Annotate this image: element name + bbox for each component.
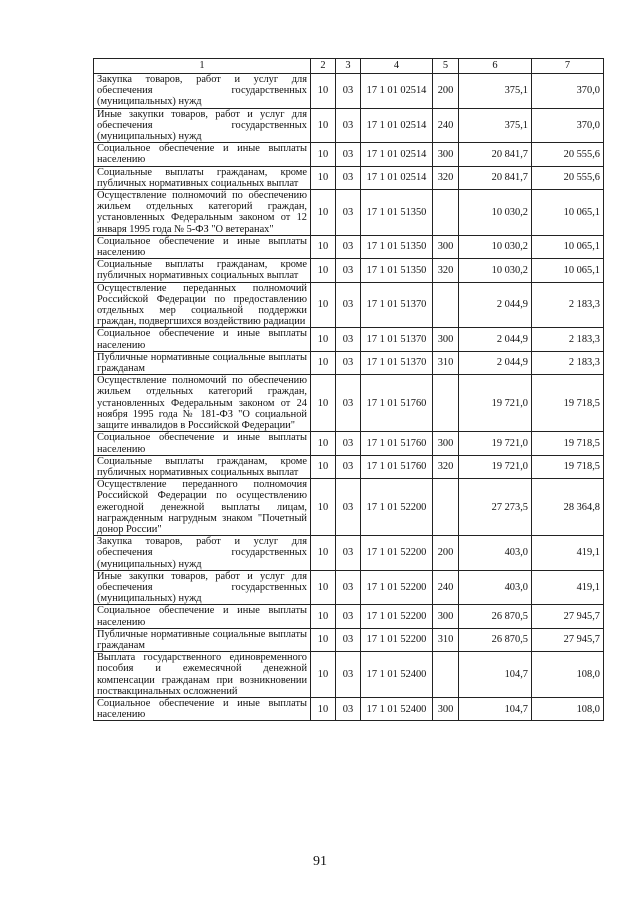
row-name-cell: Социальное обеспечение и иные выплаты населению	[94, 605, 311, 628]
target-article-cell: 17 1 01 51370	[361, 282, 433, 328]
expense-type-cell: 300	[433, 328, 459, 351]
row-name-cell: Осуществление переданного полномочия Российской Федерации по осуществлению ежегодной денежной выплаты лицам, награжденным нагрудным знаком "Почетный донор России"	[94, 479, 311, 536]
amount-year2-cell: 10 065,1	[532, 190, 604, 236]
subsection-code-cell: 03	[336, 259, 361, 282]
column-header: 2	[311, 59, 336, 74]
target-article-cell: 17 1 01 52200	[361, 536, 433, 571]
subsection-code-cell: 03	[336, 108, 361, 143]
table-row	[94, 536, 604, 571]
target-article-cell: 17 1 01 51350	[361, 259, 433, 282]
amount-year1-cell: 26 870,5	[459, 628, 532, 651]
expense-type-cell: 200	[433, 536, 459, 571]
subsection-code-cell: 03	[336, 235, 361, 258]
amount-year2-cell: 28 364,8	[532, 479, 604, 536]
expense-type-cell	[433, 375, 459, 432]
target-article-cell: 17 1 01 51760	[361, 375, 433, 432]
amount-year1-cell: 27 273,5	[459, 479, 532, 536]
expense-type-cell: 240	[433, 108, 459, 143]
subsection-code-cell: 03	[336, 605, 361, 628]
amount-year1-cell: 20 841,7	[459, 166, 532, 189]
section-code-cell: 10	[311, 74, 336, 109]
table-row	[94, 652, 604, 698]
row-name-cell: Публичные нормативные социальные выплаты гражданам	[94, 628, 311, 651]
amount-year2-cell: 19 718,5	[532, 375, 604, 432]
amount-year1-cell: 403,0	[459, 570, 532, 605]
expense-type-cell	[433, 190, 459, 236]
amount-year2-cell: 19 718,5	[532, 432, 604, 455]
column-header: 4	[361, 59, 433, 74]
subsection-code-cell: 03	[336, 697, 361, 720]
amount-year1-cell: 104,7	[459, 652, 532, 698]
target-article-cell: 17 1 01 52200	[361, 570, 433, 605]
table-row	[94, 108, 604, 143]
subsection-code-cell: 03	[336, 455, 361, 478]
row-name-cell: Закупка товаров, работ и услуг для обеспечения государственных (муниципальных) нужд	[94, 536, 311, 571]
target-article-cell: 17 1 01 02514	[361, 108, 433, 143]
expense-type-cell	[433, 479, 459, 536]
section-code-cell: 10	[311, 190, 336, 236]
table-row	[94, 328, 604, 351]
target-article-cell: 17 1 01 51370	[361, 328, 433, 351]
table-row	[94, 628, 604, 651]
expense-type-cell	[433, 282, 459, 328]
expense-type-cell: 320	[433, 455, 459, 478]
target-article-cell: 17 1 01 51350	[361, 190, 433, 236]
column-header: 1	[94, 59, 311, 74]
subsection-code-cell: 03	[336, 570, 361, 605]
subsection-code-cell: 03	[336, 628, 361, 651]
amount-year2-cell: 20 555,6	[532, 166, 604, 189]
target-article-cell: 17 1 01 52400	[361, 697, 433, 720]
row-name-cell: Социальное обеспечение и иные выплаты населению	[94, 235, 311, 258]
row-name-cell: Осуществление полномочий по обеспечению жильем отдельных категорий граждан, установленных Федеральным законом от 24 ноября 1995 года № 181-ФЗ "О социальной защите инвалидов в Российской Федерации"	[94, 375, 311, 432]
row-name-cell: Социальные выплаты гражданам, кроме публичных нормативных социальных выплат	[94, 259, 311, 282]
expense-type-cell: 310	[433, 628, 459, 651]
amount-year1-cell: 26 870,5	[459, 605, 532, 628]
target-article-cell: 17 1 01 51760	[361, 432, 433, 455]
amount-year1-cell: 19 721,0	[459, 432, 532, 455]
row-name-cell: Социальное обеспечение и иные выплаты населению	[94, 328, 311, 351]
subsection-code-cell: 03	[336, 282, 361, 328]
amount-year2-cell: 10 065,1	[532, 235, 604, 258]
row-name-cell: Иные закупки товаров, работ и услуг для обеспечения государственных (муниципальных) нужд	[94, 570, 311, 605]
column-header: 5	[433, 59, 459, 74]
expense-type-cell: 300	[433, 432, 459, 455]
expense-type-cell: 320	[433, 259, 459, 282]
column-header: 6	[459, 59, 532, 74]
row-name-cell: Осуществление полномочий по обеспечению жильем отдельных категорий граждан, установленных Федеральным законом от 12 января 1995 года № 5-ФЗ "О ветеранах"	[94, 190, 311, 236]
subsection-code-cell: 03	[336, 190, 361, 236]
amount-year2-cell: 419,1	[532, 536, 604, 571]
section-code-cell: 10	[311, 259, 336, 282]
target-article-cell: 17 1 01 51370	[361, 351, 433, 374]
amount-year2-cell: 2 183,3	[532, 351, 604, 374]
section-code-cell: 10	[311, 282, 336, 328]
section-code-cell: 10	[311, 432, 336, 455]
expense-type-cell: 240	[433, 570, 459, 605]
row-name-cell: Социальные выплаты гражданам, кроме публичных нормативных социальных выплат	[94, 455, 311, 478]
subsection-code-cell: 03	[336, 166, 361, 189]
page-number: 91	[313, 854, 327, 869]
row-name-cell: Выплата государственного единовременного пособия и ежемесячной денежной компенсации гражданам при возникновении поствакцинальных осложнений	[94, 652, 311, 698]
amount-year1-cell: 375,1	[459, 74, 532, 109]
section-code-cell: 10	[311, 536, 336, 571]
table-row	[94, 605, 604, 628]
amount-year2-cell: 10 065,1	[532, 259, 604, 282]
row-name-cell: Социальное обеспечение и иные выплаты населению	[94, 432, 311, 455]
section-code-cell: 10	[311, 328, 336, 351]
table-row	[94, 479, 604, 536]
budget-table	[93, 58, 604, 721]
subsection-code-cell: 03	[336, 328, 361, 351]
amount-year2-cell: 419,1	[532, 570, 604, 605]
amount-year2-cell: 108,0	[532, 697, 604, 720]
section-code-cell: 10	[311, 697, 336, 720]
amount-year1-cell: 10 030,2	[459, 235, 532, 258]
amount-year2-cell: 370,0	[532, 74, 604, 109]
table-row	[94, 143, 604, 166]
expense-type-cell: 300	[433, 605, 459, 628]
section-code-cell: 10	[311, 143, 336, 166]
expense-type-cell: 300	[433, 235, 459, 258]
target-article-cell: 17 1 01 02514	[361, 143, 433, 166]
section-code-cell: 10	[311, 570, 336, 605]
subsection-code-cell: 03	[336, 74, 361, 109]
row-name-cell: Социальное обеспечение и иные выплаты населению	[94, 697, 311, 720]
target-article-cell: 17 1 01 52200	[361, 628, 433, 651]
row-name-cell: Социальное обеспечение и иные выплаты населению	[94, 143, 311, 166]
subsection-code-cell: 03	[336, 432, 361, 455]
expense-type-cell: 320	[433, 166, 459, 189]
amount-year2-cell: 20 555,6	[532, 143, 604, 166]
subsection-code-cell: 03	[336, 375, 361, 432]
table-row	[94, 570, 604, 605]
expense-type-cell: 300	[433, 143, 459, 166]
target-article-cell: 17 1 01 52200	[361, 479, 433, 536]
table-row	[94, 190, 604, 236]
table-row	[94, 432, 604, 455]
expense-type-cell: 310	[433, 351, 459, 374]
table-row	[94, 74, 604, 109]
amount-year1-cell: 2 044,9	[459, 328, 532, 351]
section-code-cell: 10	[311, 108, 336, 143]
amount-year1-cell: 2 044,9	[459, 282, 532, 328]
table-row	[94, 235, 604, 258]
table-row	[94, 351, 604, 374]
row-name-cell: Осуществление переданных полномочий Российской Федерации по предоставлению отдельных мер социальной поддержки граждан, подвергшихся воздействию радиации	[94, 282, 311, 328]
section-code-cell: 10	[311, 166, 336, 189]
subsection-code-cell: 03	[336, 479, 361, 536]
amount-year1-cell: 19 721,0	[459, 375, 532, 432]
amount-year2-cell: 27 945,7	[532, 628, 604, 651]
amount-year1-cell: 10 030,2	[459, 190, 532, 236]
table-header-row	[94, 59, 604, 74]
amount-year2-cell: 370,0	[532, 108, 604, 143]
table-row	[94, 282, 604, 328]
amount-year2-cell: 2 183,3	[532, 328, 604, 351]
amount-year1-cell: 375,1	[459, 108, 532, 143]
table-row	[94, 166, 604, 189]
section-code-cell: 10	[311, 628, 336, 651]
target-article-cell: 17 1 01 51760	[361, 455, 433, 478]
section-code-cell: 10	[311, 235, 336, 258]
section-code-cell: 10	[311, 351, 336, 374]
expense-type-cell: 300	[433, 697, 459, 720]
expense-type-cell	[433, 652, 459, 698]
target-article-cell: 17 1 01 52400	[361, 652, 433, 698]
subsection-code-cell: 03	[336, 351, 361, 374]
target-article-cell: 17 1 01 02514	[361, 74, 433, 109]
target-article-cell: 17 1 01 51350	[361, 235, 433, 258]
amount-year1-cell: 10 030,2	[459, 259, 532, 282]
section-code-cell: 10	[311, 652, 336, 698]
amount-year2-cell: 19 718,5	[532, 455, 604, 478]
section-code-cell: 10	[311, 455, 336, 478]
subsection-code-cell: 03	[336, 536, 361, 571]
table-row	[94, 455, 604, 478]
row-name-cell: Иные закупки товаров, работ и услуг для обеспечения государственных (муниципальных) нужд	[94, 108, 311, 143]
expense-type-cell: 200	[433, 74, 459, 109]
amount-year1-cell: 19 721,0	[459, 455, 532, 478]
row-name-cell: Публичные нормативные социальные выплаты гражданам	[94, 351, 311, 374]
subsection-code-cell: 03	[336, 652, 361, 698]
section-code-cell: 10	[311, 479, 336, 536]
table-row	[94, 697, 604, 720]
table-row	[94, 259, 604, 282]
column-header: 7	[532, 59, 604, 74]
section-code-cell: 10	[311, 605, 336, 628]
target-article-cell: 17 1 01 02514	[361, 166, 433, 189]
amount-year1-cell: 403,0	[459, 536, 532, 571]
row-name-cell: Социальные выплаты гражданам, кроме публичных нормативных социальных выплат	[94, 166, 311, 189]
section-code-cell: 10	[311, 375, 336, 432]
target-article-cell: 17 1 01 52200	[361, 605, 433, 628]
row-name-cell: Закупка товаров, работ и услуг для обеспечения государственных (муниципальных) нужд	[94, 74, 311, 109]
amount-year2-cell: 2 183,3	[532, 282, 604, 328]
amount-year2-cell: 27 945,7	[532, 605, 604, 628]
amount-year1-cell: 2 044,9	[459, 351, 532, 374]
amount-year1-cell: 104,7	[459, 697, 532, 720]
subsection-code-cell: 03	[336, 143, 361, 166]
column-header: 3	[336, 59, 361, 74]
amount-year1-cell: 20 841,7	[459, 143, 532, 166]
table-row	[94, 375, 604, 432]
amount-year2-cell: 108,0	[532, 652, 604, 698]
